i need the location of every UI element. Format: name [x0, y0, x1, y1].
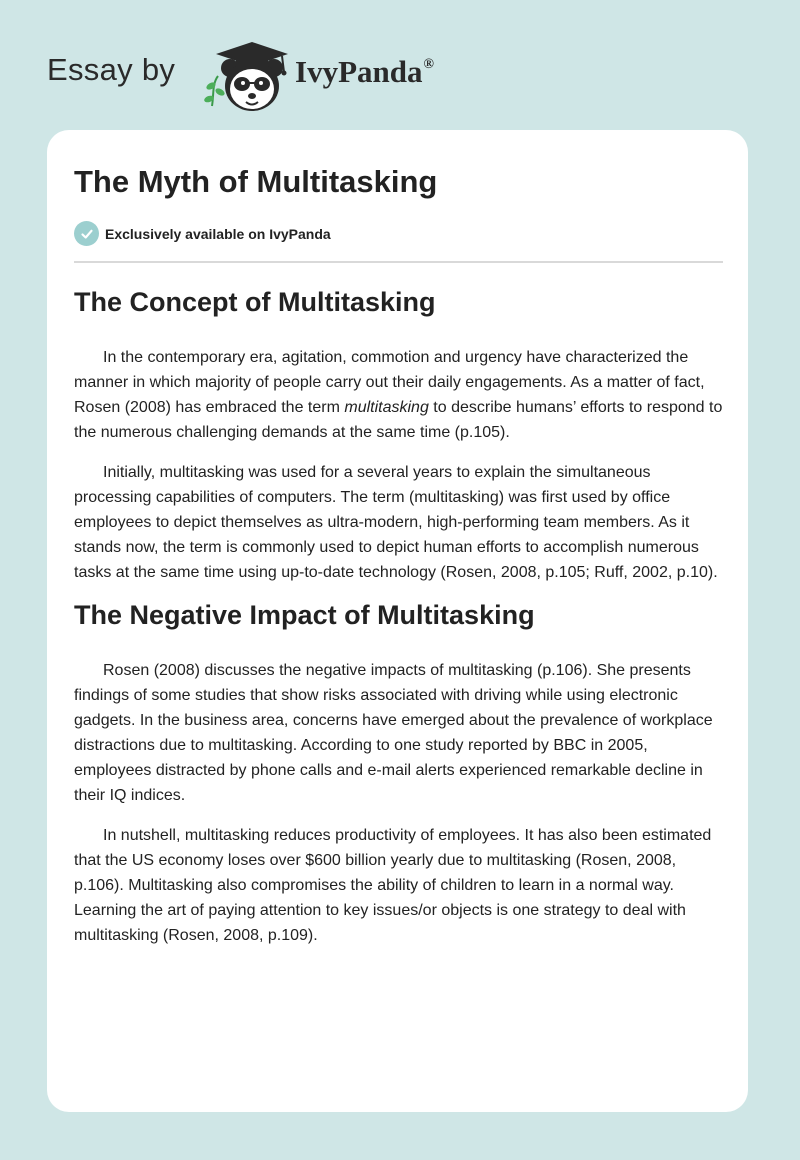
- registered-mark: ®: [423, 57, 434, 72]
- essay-card: [47, 130, 748, 1112]
- paragraph-text: In the contemporary era, agitation, commotion and urgency have characterized the manner in which majority of people carry out their daily engagements. As a matter of fact, Rosen (2008) has embraced the term: [74, 349, 705, 416]
- page-title: The Myth of Multitasking: [74, 164, 438, 199]
- paragraph: Initially, multitasking was used for a several years to explain the simultaneous processing capabilities of computers. The term (multitasking) was first used by office employees to depict themselves as ultra-modern, high-performing team members. As it stands now, the term is commonly used to depict human efforts to accomplish numerous tasks at the same time using up-to-date technology (Rosen, 2008, p.105; Ruff, 2002, p.10).: [74, 464, 718, 581]
- section-heading: The Concept of Multitasking: [74, 287, 436, 317]
- paragraph: [74, 345, 724, 445]
- check-icon: [74, 221, 99, 246]
- article-body: [74, 280, 724, 948]
- paragraph: In nutshell, multitasking reduces productivity of employees. It has also been estimated that the US economy loses over $600 billion yearly due to multitasking (Rosen, 2008, p.106). Multitasking also compromises the ability of children to learn in a normal way. Learning the art of paying attention to key issues/or objects is one strategy to deal with multitasking (Rosen, 2008, p.109).: [74, 827, 712, 944]
- essay-by-label: Essay by: [47, 52, 176, 87]
- panda-graduate-icon[interactable]: [202, 36, 297, 114]
- emphasized-term: multitasking: [344, 399, 429, 416]
- exclusive-label: Exclusively available on IvyPanda: [105, 225, 331, 242]
- section-heading: The Negative Impact of Multitasking: [74, 600, 535, 630]
- paragraph: Rosen (2008) discusses the negative impacts of multitasking (p.106). She presents findings of some studies that show risks associated with driving while using electronic gadgets. In the business area, concerns have emerged about the prevalence of workplace distractions due to multitasking. According to one study reported by BBC in 2005, employees distracted by phone calls and e-mail alerts experienced remarkable decline in their IQ indices.: [74, 662, 713, 804]
- paragraph-text: to describe humans’ efforts to respond to the numerous challenging demands at the same time (p.105).: [74, 399, 723, 441]
- brand-label[interactable]: IvyPanda: [295, 54, 423, 89]
- divider: [74, 261, 723, 263]
- site-header: [47, 30, 547, 110]
- exclusive-badge: [74, 221, 331, 246]
- brand-name[interactable]: [295, 54, 434, 90]
